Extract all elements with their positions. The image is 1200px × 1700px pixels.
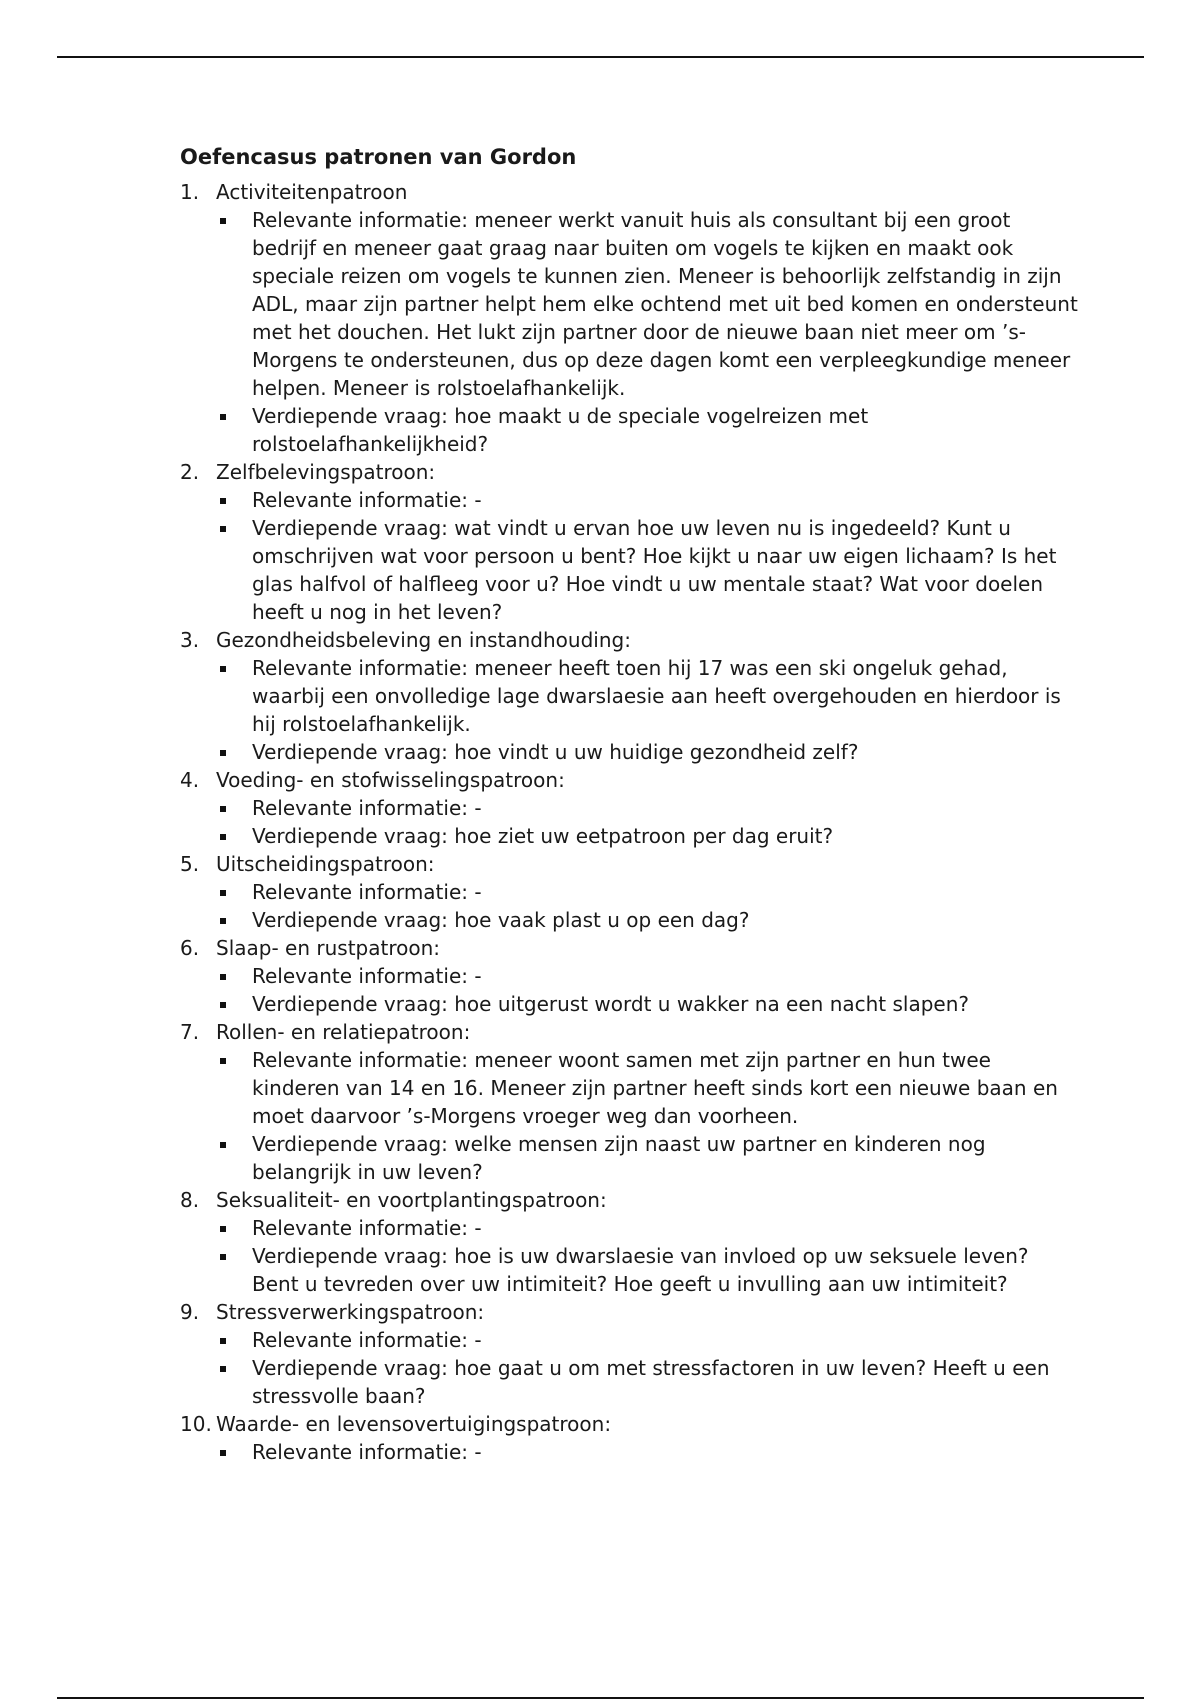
pattern-number: 4. (180, 768, 200, 792)
pattern-details-list (216, 1046, 1080, 1186)
pattern-detail-item (216, 1214, 1080, 1242)
pattern-item (180, 766, 1080, 850)
pattern-number: 1. (180, 180, 200, 204)
pattern-number: 8. (180, 1188, 200, 1212)
pattern-detail-text: Relevante informatie: - (252, 1216, 482, 1240)
pattern-item (180, 934, 1080, 1018)
pattern-number: 5. (180, 852, 200, 876)
pattern-detail-item (216, 878, 1080, 906)
pattern-details-list (216, 654, 1080, 766)
pattern-number: 2. (180, 460, 200, 484)
pattern-item (180, 850, 1080, 934)
pattern-name: Voeding- en stofwisselingspatroon: (216, 768, 565, 792)
pattern-detail-item (216, 990, 1080, 1018)
square-bullet-icon (220, 834, 226, 840)
pattern-details-list (216, 1438, 1080, 1466)
pattern-details-list (216, 1214, 1080, 1298)
pattern-detail-item (216, 206, 1080, 402)
square-bullet-icon (220, 1058, 226, 1064)
gordon-patterns-list (180, 178, 1080, 1466)
pattern-detail-text: Relevante informatie: meneer werkt vanuit huis als consultant bij een groot bedrijf en meneer gaat graag naar buiten om vogels te kijken en maakt ook speciale reizen om vogels te kunnen zien. Meneer is behoorlijk zelfstandig in zijn ADL, maar zijn partner helpt hem elke ochtend met uit bed komen en ondersteunt met het douchen. Het lukt zijn partner door de nieuwe baan niet meer om ’s-Morgens te ondersteunen, dus op deze dagen komt een verpleegkundige meneer helpen. Meneer is rolstoelafhankelijk. (252, 208, 1078, 400)
square-bullet-icon (220, 1254, 226, 1260)
header-rule (57, 56, 1144, 58)
pattern-details-list (216, 878, 1080, 934)
pattern-name: Rollen- en relatiepatroon: (216, 1020, 471, 1044)
pattern-detail-item (216, 1438, 1080, 1466)
pattern-detail-text: Relevante informatie: meneer heeft toen hij 17 was een ski ongeluk gehad, waarbij een onvolledige lage dwarslaesie aan heeft overgehouden en hierdoor is hij rolstoelafhankelijk. (252, 656, 1061, 736)
pattern-detail-text: Verdiepende vraag: wat vindt u ervan hoe uw leven nu is ingedeeld? Kunt u omschrijven wat voor persoon u bent? Hoe kijkt u naar uw eigen lichaam? Is het glas halfvol of halfleeg voor u? Hoe vindt u uw mentale staat? Wat voor doelen heeft u nog in het leven? (252, 516, 1057, 624)
square-bullet-icon (220, 498, 226, 504)
pattern-name: Activiteitenpatroon (216, 180, 408, 204)
pattern-number: 3. (180, 628, 200, 652)
pattern-detail-item (216, 1046, 1080, 1130)
pattern-detail-item (216, 1354, 1080, 1410)
square-bullet-icon (220, 750, 226, 756)
square-bullet-icon (220, 414, 226, 420)
pattern-detail-item (216, 738, 1080, 766)
pattern-detail-item (216, 1242, 1080, 1298)
pattern-item (180, 458, 1080, 626)
pattern-detail-text: Verdiepende vraag: hoe is uw dwarslaesie van invloed op uw seksuele leven? Bent u tevreden over uw intimiteit? Hoe geeft u invulling aan uw intimiteit? (252, 1244, 1029, 1296)
pattern-name: Zelfbelevingspatroon: (216, 460, 436, 484)
pattern-detail-item (216, 906, 1080, 934)
pattern-name: Slaap- en rustpatroon: (216, 936, 440, 960)
pattern-details-list (216, 486, 1080, 626)
pattern-detail-item (216, 486, 1080, 514)
pattern-item (180, 1410, 1080, 1466)
footer-rule (57, 1697, 1144, 1699)
pattern-detail-text: Relevante informatie: - (252, 488, 482, 512)
pattern-detail-text: Verdiepende vraag: hoe uitgerust wordt u wakker na een nacht slapen? (252, 992, 970, 1016)
pattern-detail-text: Relevante informatie: - (252, 1440, 482, 1464)
square-bullet-icon (220, 526, 226, 532)
pattern-detail-item (216, 822, 1080, 850)
pattern-details-list (216, 1326, 1080, 1410)
pattern-detail-text: Relevante informatie: - (252, 796, 482, 820)
pattern-name: Seksualiteit- en voortplantingspatroon: (216, 1188, 607, 1212)
pattern-item (180, 1298, 1080, 1410)
pattern-number: 7. (180, 1020, 200, 1044)
pattern-details-list (216, 962, 1080, 1018)
square-bullet-icon (220, 890, 226, 896)
square-bullet-icon (220, 806, 226, 812)
pattern-detail-item (216, 1326, 1080, 1354)
pattern-detail-text: Verdiepende vraag: hoe gaat u om met stressfactoren in uw leven? Heeft u een stressvolle baan? (252, 1356, 1050, 1408)
pattern-detail-item (216, 514, 1080, 626)
pattern-detail-text: Relevante informatie: - (252, 1328, 482, 1352)
pattern-item (180, 626, 1080, 766)
square-bullet-icon (220, 918, 226, 924)
pattern-item (180, 178, 1080, 458)
pattern-number: 9. (180, 1300, 200, 1324)
pattern-detail-text: Verdiepende vraag: hoe ziet uw eetpatroon per dag eruit? (252, 824, 834, 848)
pattern-detail-item (216, 402, 1080, 458)
pattern-details-list (216, 794, 1080, 850)
square-bullet-icon (220, 1338, 226, 1344)
pattern-detail-item (216, 654, 1080, 738)
document-body (180, 140, 1080, 1466)
square-bullet-icon (220, 974, 226, 980)
square-bullet-icon (220, 1450, 226, 1456)
pattern-name: Uitscheidingspatroon: (216, 852, 435, 876)
pattern-detail-item (216, 1130, 1080, 1186)
pattern-detail-item (216, 794, 1080, 822)
square-bullet-icon (220, 1002, 226, 1008)
pattern-name: Gezondheidsbeleving en instandhouding: (216, 628, 631, 652)
square-bullet-icon (220, 218, 226, 224)
pattern-detail-text: Relevante informatie: meneer woont samen met zijn partner en hun twee kinderen van 14 en 16. Meneer zijn partner heeft sinds kort een nieuwe baan en moet daarvoor ’s-Morgens vroeger weg dan voorheen. (252, 1048, 1058, 1128)
pattern-name: Waarde- en levensovertuigingspatroon: (216, 1412, 612, 1436)
square-bullet-icon (220, 1226, 226, 1232)
pattern-detail-text: Relevante informatie: - (252, 880, 482, 904)
pattern-number: 10. (180, 1412, 212, 1436)
pattern-number: 6. (180, 936, 200, 960)
pattern-detail-text: Verdiepende vraag: hoe maakt u de speciale vogelreizen met rolstoelafhankelijkheid? (252, 404, 869, 456)
pattern-detail-text: Verdiepende vraag: hoe vindt u uw huidige gezondheid zelf? (252, 740, 859, 764)
square-bullet-icon (220, 1366, 226, 1372)
pattern-item (180, 1186, 1080, 1298)
square-bullet-icon (220, 666, 226, 672)
pattern-detail-item (216, 962, 1080, 990)
square-bullet-icon (220, 1142, 226, 1148)
pattern-detail-text: Relevante informatie: - (252, 964, 482, 988)
pattern-detail-text: Verdiepende vraag: welke mensen zijn naast uw partner en kinderen nog belangrijk in uw leven? (252, 1132, 986, 1184)
document-title: Oefencasus patronen van Gordon (180, 145, 577, 169)
pattern-name: Stressverwerkingspatroon: (216, 1300, 485, 1324)
pattern-item (180, 1018, 1080, 1186)
pattern-details-list (216, 206, 1080, 458)
pattern-detail-text: Verdiepende vraag: hoe vaak plast u op een dag? (252, 908, 750, 932)
